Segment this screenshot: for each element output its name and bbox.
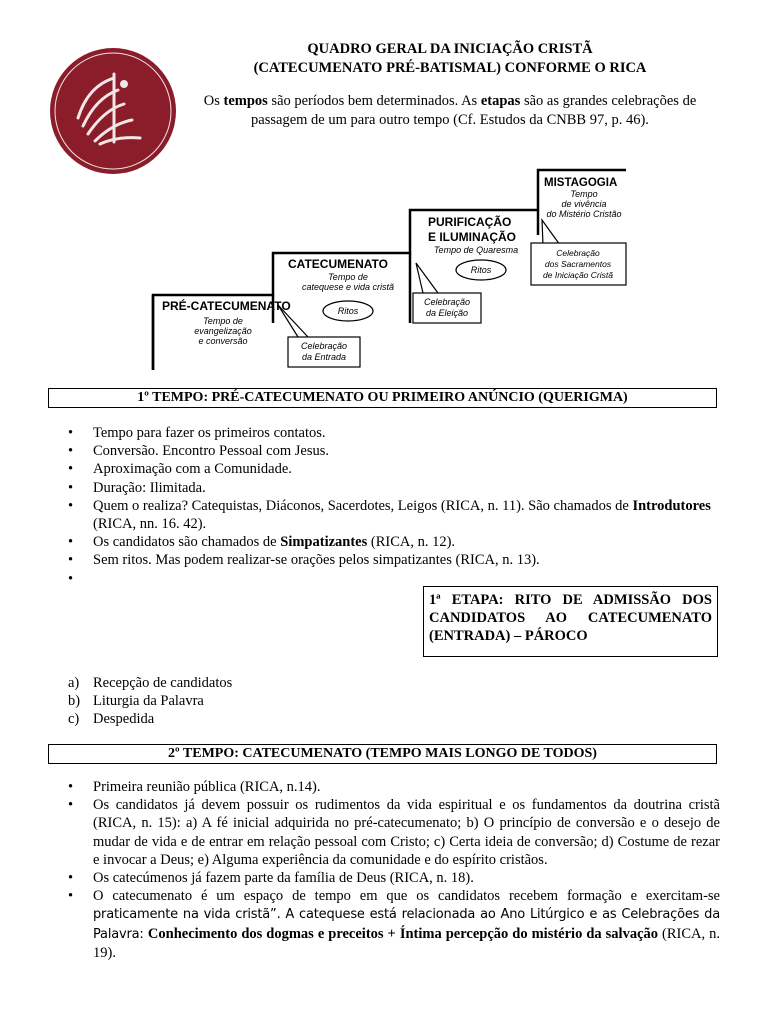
- callout-eleicao-l1: Celebração: [423, 297, 471, 307]
- list-item: • Sem ritos. Mas podem realizar-se orações pelos simpatizantes (RICA, n. 13).: [68, 552, 540, 569]
- list-item: c) Despedida: [68, 711, 155, 728]
- step-catecumenato-title: CATECUMENATO: [288, 257, 388, 271]
- tempo2-bullet-list: [48, 778, 720, 962]
- list-item: • Os candidatos já devem possuir os rudimentos da vida espiritual e os fundamentos da doutrina cristã (RICA, n. 15): a) A fé inicial adquirida no pré-catecumenato; b) O princípio de conversão e o desejo de mudar de vida e de entrar em relação pessoal com Cristo; c) Certa ideia de conversão; d) Costume de rezar e invocar a Deus; e) Alguma experiência da comunidade e do espírito cristãos.: [68, 797, 720, 868]
- etapa1-box: 1ª ETAPA: RITO DE ADMISSÃO DOS CANDIDATOS AO CATECUMENATO (ENTRADA) – PÁROCO: [423, 586, 718, 657]
- step1-desc-2: evangelização: [194, 326, 252, 336]
- list-item: • Conversão. Encontro Pessoal com Jesus.: [68, 443, 329, 460]
- list-item: • Quem o realiza? Catequistas, Diáconos, Sacerdotes, Leigos (RICA, n. 11). São chamados de Introdutores (RICA, nn. 16. 42).: [68, 497, 711, 533]
- list-item-empty: •: [68, 570, 74, 587]
- step4-desc-3: do Mistério Cristão: [546, 209, 622, 219]
- document-header: [185, 40, 715, 130]
- step-purificacao-title-2: E ILUMINAÇÃO: [428, 230, 516, 244]
- step3-desc-1: Tempo de Quaresma: [433, 245, 519, 255]
- step4-desc-2: de vivência: [561, 199, 607, 209]
- list-item: a) Recepção de candidatos: [68, 675, 233, 691]
- list-item: • Os candidatos são chamados de Simpatizantes (RICA, n. 12).: [68, 534, 456, 551]
- callout-sacramentos-l2: dos Sacramentos: [544, 259, 612, 269]
- step2-desc-1: Tempo de: [328, 272, 368, 282]
- callout-eleicao-l2: da Eleição: [425, 308, 469, 318]
- ritos-label-1: Ritos: [337, 306, 359, 316]
- list-item: • Primeira reunião pública (RICA, n.14).: [68, 779, 321, 795]
- title-line-1: QUADRO GERAL DA INICIAÇÃO CRISTÃ: [307, 41, 593, 57]
- list-item: • Tempo para fazer os primeiros contatos.: [68, 425, 326, 441]
- title-line-2: (CATECUMENATO PRÉ-BATISMAL) CONFORME O RICA: [253, 60, 647, 76]
- ritos-label-2: Ritos: [470, 265, 492, 275]
- etapa1-steps: [48, 674, 232, 729]
- staircase-diagram: [148, 165, 628, 370]
- intro-paragraph: Os tempos são períodos bem determinados. As etapas são as grandes celebrações de passagem de um para outro tempo (Cf. Estudos da CNBB 97, p. 46).: [203, 93, 697, 128]
- list-item: • Os catecúmenos já fazem parte da família de Deus (RICA, n. 18).: [68, 870, 474, 887]
- step4-desc-1: Tempo: [570, 189, 598, 199]
- tempo1-bullet-list: [48, 424, 720, 588]
- tempo2-heading: 2º TEMPO: CATECUMENATO (TEMPO MAIS LONGO DE TODOS): [48, 744, 717, 764]
- step1-desc-1: Tempo de: [203, 316, 243, 326]
- callout-entrada-l2: da Entrada: [301, 352, 347, 362]
- list-item: • O catecumenato é um espaço de tempo em que os candidatos recebem formação e exercitam-se praticamente na vida cristã”. A catequese está relacionada ao Ano Litúrgico e as Celebrações da Palavra: Conhecimento dos dogmas e preceitos + Íntima percepção do mistério da salvação (RICA, n. 19).: [68, 888, 720, 961]
- callout-entrada-l1: Celebração: [300, 341, 348, 351]
- step-pre-catecumenato-title: PRÉ-CATECUMENATO: [162, 299, 291, 313]
- logo-seal: [48, 46, 178, 176]
- step-mistagogia-title: MISTAGOGIA: [544, 177, 618, 189]
- tempo1-heading: 1º TEMPO: PRÉ-CATECUMENATO OU PRIMEIRO ANÚNCIO (QUERIGMA): [48, 388, 717, 408]
- callout-sacramentos-l3: de Iniciação Cristã: [543, 270, 613, 280]
- step1-desc-3: e conversão: [198, 336, 248, 346]
- list-item: b) Liturgia da Palavra: [68, 693, 204, 710]
- step2-desc-2: catequese e vida cristã: [301, 282, 395, 292]
- callout-sacramentos-l1: Celebração: [556, 248, 600, 258]
- step-purificacao-title-1: PURIFICAÇÃO: [428, 215, 512, 229]
- list-item: • Duração: Ilimitada.: [68, 479, 206, 496]
- list-item: • Aproximação com a Comunidade.: [68, 461, 292, 478]
